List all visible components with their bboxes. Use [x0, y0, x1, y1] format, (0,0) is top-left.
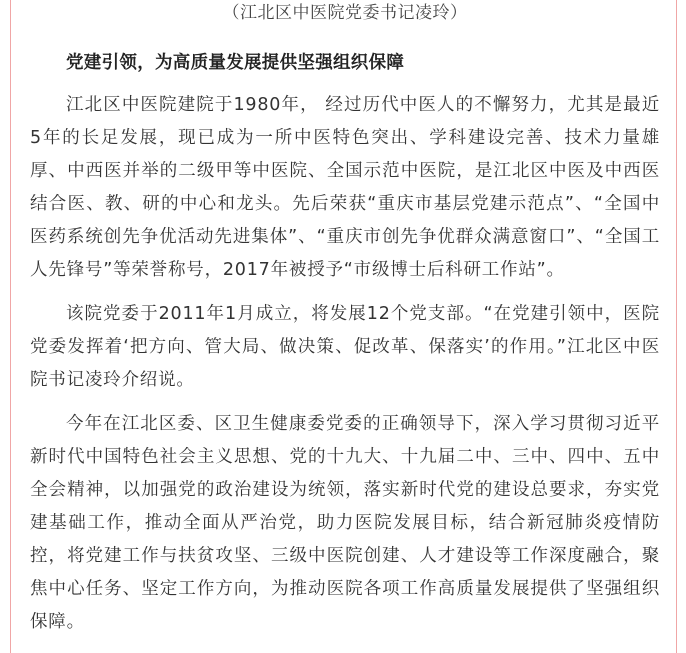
paragraph-party-committee: 该院党委于2011年1月成立，将发展12个党支部。“在党建引领中，医院党委发挥着‘把方向、管大局、做决策、促改革、保落实’的作用。”江北区中医院书记凌玲介绍说。: [30, 304, 660, 390]
right-border-line: [676, 0, 677, 653]
paragraph-history: 江北区中医院建院于1980年， 经过历代中医人的不懈努力，尤其是最近5年的长足发展，现已成为一所中医特色突出、学科建设完善、技术力量雄厚、中西医并举的二级甲等中医院、全国示范中医院，是江北区中医及中西医结合医、教、研的中心和龙头。先后荣获“重庆市基层党建示范点”、“全国中医药系统创先争优活动先进集体”、“重庆市创先争优群众满意窗口”、“全国工人先锋号”等荣誉称号，2017年被授予“市级博士后科研工作站”。: [30, 95, 660, 280]
left-border-line: [10, 0, 11, 653]
article-body: [30, 0, 660, 639]
section-heading: 党建引领，为高质量发展提供坚强组织保障: [66, 53, 405, 73]
author-byline: （江北区中医院党委书记凌玲）: [222, 3, 468, 23]
paragraph-this-year: 今年在江北区委、区卫生健康委党委的正确领导下，深入学习贯彻习近平新时代中国特色社会主义思想、党的十九大、十九届二中、三中、四中、五中全会精神，以加强党的政治建设为统领，落实新时代党的建设总要求，夯实党建基础工作，推动全面从严治党，助力医院发展目标，结合新冠肺炎疫情防控，将党建工作与扶贫攻坚、三级中医院创建、人才建设等工作深度融合，聚焦中心任务、坚定工作方向，为推动医院各项工作高质量发展提供了坚强组织保障。: [30, 414, 660, 632]
